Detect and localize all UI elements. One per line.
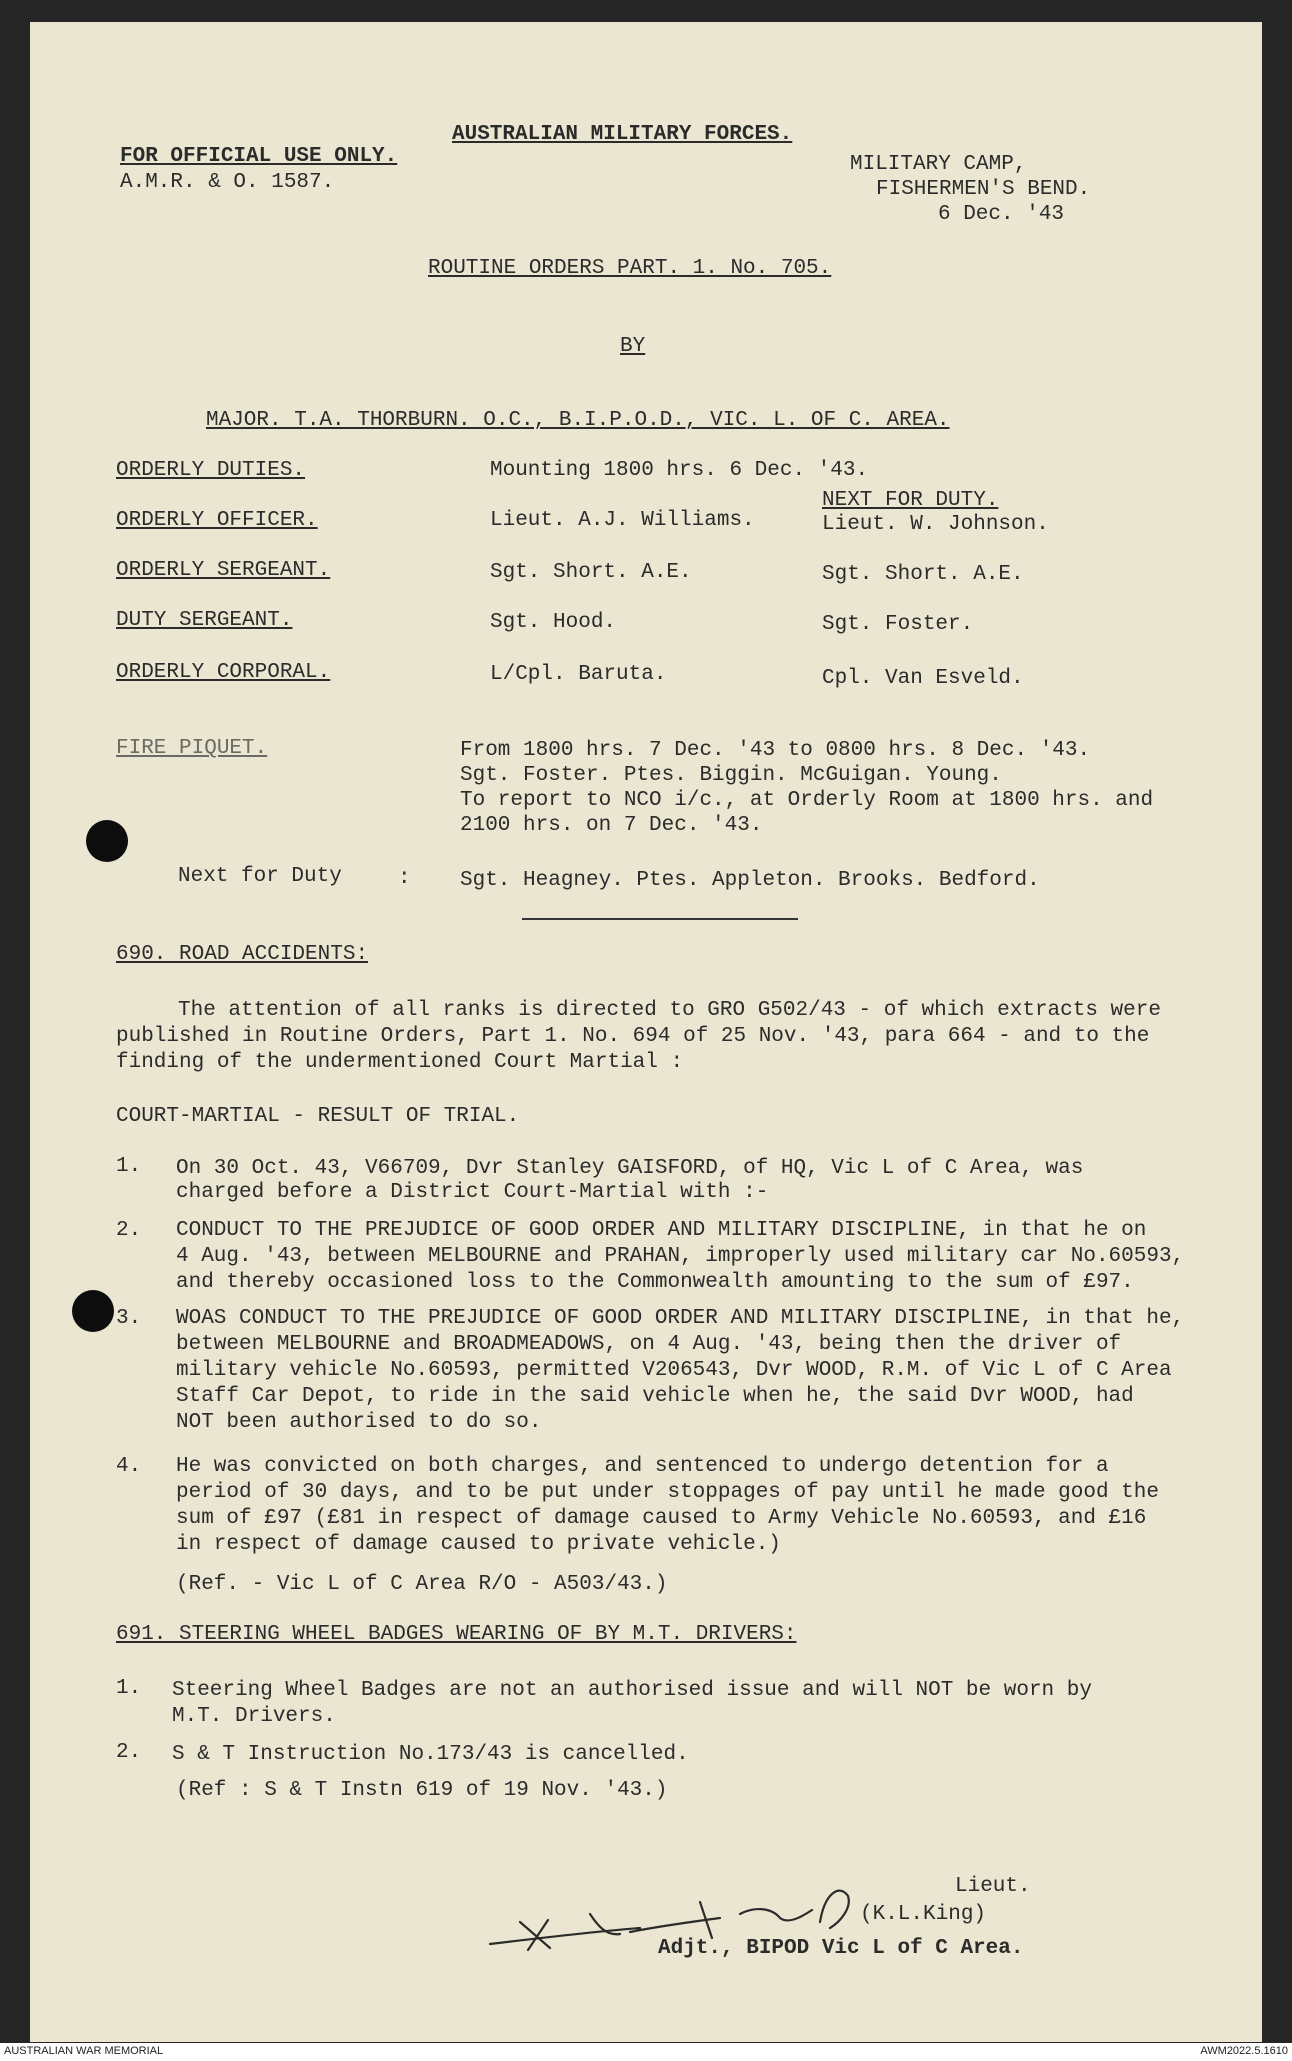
next-for-duty-separator: : <box>398 867 411 890</box>
signatory-rank: Lieut. <box>955 1875 1031 1898</box>
item-line: in respect of damage caused to private vehicle.) <box>176 1533 781 1556</box>
item-line: S & T Instruction No.173/43 is cancelled. <box>172 1743 689 1766</box>
fire-piquet-line: From 1800 hrs. 7 Dec. '43 to 0800 hrs. 8 Dec. '43. <box>460 739 1091 762</box>
duty-row-next: Sgt. Foster. <box>822 613 974 636</box>
duty-row-next: Cpl. Van Esveld. <box>822 667 1024 690</box>
signatory-title: Adjt., BIPOD Vic L of C Area. <box>658 1937 1024 1960</box>
next-for-duty-label: Next for Duty <box>178 865 342 888</box>
item-line: NOT been authorised to do so. <box>176 1411 542 1434</box>
item-line: period of 30 days, and to be put under stoppages of pay until he made good the <box>176 1481 1159 1504</box>
duty-row-current: Sgt. Short. A.E. <box>490 561 692 584</box>
item-line: CONDUCT TO THE PREJUDICE OF GOOD ORDER AND MILITARY DISCIPLINE, in that he on <box>176 1219 1147 1242</box>
item-line: WOAS CONDUCT TO THE PREJUDICE OF GOOD ORDER AND MILITARY DISCIPLINE, in that he, <box>176 1307 1185 1330</box>
item-line: M.T. Drivers. <box>172 1705 336 1728</box>
item-number: 2. <box>116 1219 142 1242</box>
archive-credit: AUSTRALIAN WAR MEMORIAL <box>4 2045 164 2057</box>
item-line: military vehicle No.60593, permitted V206543, Dvr WOOD, R.M. of Vic L of C Area <box>176 1359 1172 1382</box>
duty-row-current: Sgt. Hood. <box>490 611 617 634</box>
para-691-reference: (Ref : S & T Instn 619 of 19 Nov. '43.) <box>176 1779 668 1802</box>
punch-hole <box>72 1290 114 1332</box>
camp-location: FISHERMEN'S BEND. <box>876 178 1091 201</box>
item-line: 4 Aug. '43, between MELBOURNE and PRAHAN, improperly used military car No.60593, <box>176 1245 1185 1268</box>
item-line: and thereby occasioned loss to the Commonwealth amounting to the sum of £97. <box>176 1271 1134 1294</box>
amr-reference: A.M.R. & O. 1587. <box>120 171 335 194</box>
orderly-duties-label: ORDERLY DUTIES. <box>116 459 306 482</box>
camp-name: MILITARY CAMP, <box>850 153 1027 176</box>
item-line: He was convicted on both charges, and sentenced to undergo detention for a <box>176 1455 1109 1478</box>
duty-row-current: Lieut. A.J. Williams. <box>490 509 755 532</box>
fire-piquet-label: FIRE PIQUET. <box>116 737 268 760</box>
item-number: 1. <box>116 1155 142 1178</box>
item-line: On 30 Oct. 43, V66709, Dvr Stanley GAISFORD, of HQ, Vic L of C Area, was <box>176 1157 1084 1180</box>
fire-piquet-line: Sgt. Foster. Ptes. Biggin. McGuigan. Young. <box>460 764 1002 787</box>
para-690-heading: 690. ROAD ACCIDENTS: <box>116 943 369 966</box>
order-date: 6 Dec. '43 <box>938 203 1065 226</box>
duty-row-next: Sgt. Short. A.E. <box>822 563 1024 586</box>
signatory-name: (K.L.King) <box>860 1903 987 1926</box>
official-use-notice: FOR OFFICIAL USE ONLY. <box>120 145 398 168</box>
duty-row-current: L/Cpl. Baruta. <box>490 663 667 686</box>
item-line: between MELBOURNE and BROADMEADOWS, on 4 Aug. '43, being then the driver of <box>176 1333 1122 1356</box>
issuing-officer: MAJOR. T.A. THORBURN. O.C., B.I.P.O.D., VIC. L. OF C. AREA. <box>206 409 950 432</box>
fire-piquet-line: To report to NCO i/c., at Orderly Room at 1800 hrs. and <box>460 789 1154 812</box>
para-690-reference: (Ref. - Vic L of C Area R/O - A503/43.) <box>176 1573 668 1596</box>
duty-row-label: ORDERLY SERGEANT. <box>116 559 331 582</box>
item-number: 4. <box>116 1455 142 1478</box>
item-line: sum of £97 (£81 in respect of damage caused to Army Vehicle No.60593, and £16 <box>176 1507 1147 1530</box>
item-number: 1. <box>116 1677 142 1700</box>
item-line: Steering Wheel Badges are not an authorised issue and will NOT be worn by <box>172 1679 1092 1702</box>
duty-row-label: DUTY SERGEANT. <box>116 609 293 632</box>
duty-row-label: ORDERLY OFFICER. <box>116 509 318 532</box>
routine-orders-title: ROUTINE ORDERS PART. 1. No. 705. <box>428 257 832 280</box>
orderly-duties-value: Mounting 1800 hrs. 6 Dec. '43. <box>490 459 869 482</box>
para-690-intro-line: The attention of all ranks is directed to GRO G502/43 - of which extracts were <box>178 999 1161 1022</box>
item-number: 2. <box>116 1741 142 1764</box>
duty-row-label: ORDERLY CORPORAL. <box>116 661 331 684</box>
next-for-duty-value: Sgt. Heagney. Ptes. Appleton. Brooks. Bedford. <box>460 869 1040 892</box>
document-page <box>30 22 1262 2042</box>
para-691-heading: 691. STEERING WHEEL BADGES WEARING OF BY M.T. DRIVERS: <box>116 1623 797 1646</box>
para-690-intro-line: published in Routine Orders, Part 1. No. 694 of 25 Nov. '43, para 664 - and to the <box>116 1025 1150 1048</box>
fire-piquet-line: 2100 hrs. on 7 Dec. '43. <box>460 814 763 837</box>
punch-hole <box>86 820 128 862</box>
section-divider <box>522 918 798 920</box>
para-690-intro-line: finding of the undermentioned Court Martial : <box>116 1051 684 1074</box>
archive-reference: AWM2022.5.1610 <box>1200 2045 1288 2057</box>
by-label: BY <box>620 335 646 358</box>
next-for-duty-heading: NEXT FOR DUTY. <box>822 489 999 512</box>
court-martial-heading: COURT-MARTIAL - RESULT OF TRIAL. <box>116 1105 520 1128</box>
duty-row-next: Lieut. W. Johnson. <box>822 513 1049 536</box>
item-line: charged before a District Court-Martial with :- <box>176 1181 769 1204</box>
forces-title: AUSTRALIAN MILITARY FORCES. <box>452 123 793 146</box>
item-line: Staff Car Depot, to ride in the said vehicle when he, the said Dvr WOOD, had <box>176 1385 1134 1408</box>
item-number: 3. <box>116 1307 142 1330</box>
